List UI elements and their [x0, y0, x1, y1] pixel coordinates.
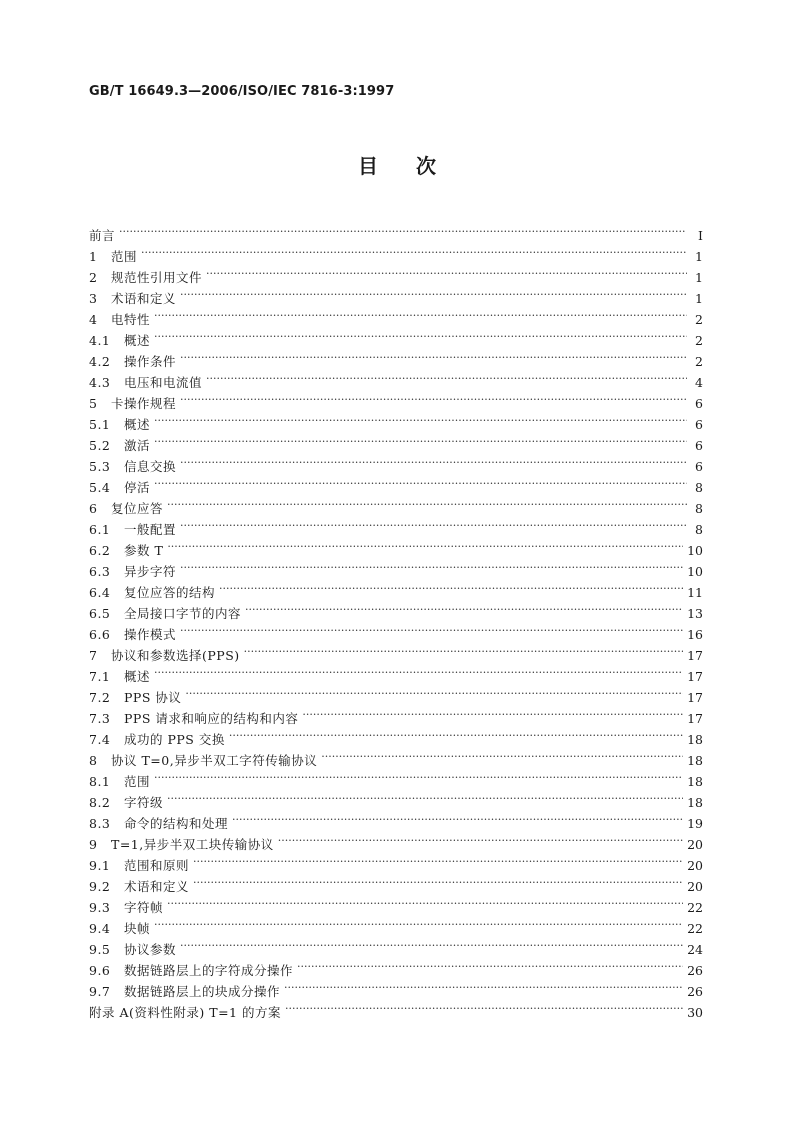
toc-entry-number: 9.4	[89, 921, 111, 936]
toc-entry-page-number: 20	[687, 879, 703, 894]
toc-entry-title: 信息交换	[124, 459, 177, 474]
toc-entry-title: 概述	[124, 669, 151, 684]
toc-entry-page-number: 20	[687, 858, 703, 873]
toc-entry-number: 7.4	[89, 732, 111, 747]
toc-dot-leader	[297, 954, 683, 975]
toc-entry-title: 范围和原则	[124, 858, 190, 873]
toc-dot-leader	[185, 681, 683, 702]
toc-entry-number: 7	[89, 648, 98, 663]
toc-entry[interactable]	[89, 471, 703, 495]
toc-entry-number: 9.7	[89, 984, 111, 999]
toc-entry[interactable]	[89, 954, 703, 978]
toc-dot-leader	[154, 408, 687, 429]
toc-entry-number: 8.1	[89, 774, 111, 789]
toc-dot-leader	[180, 387, 687, 408]
toc-entry-page-number: 16	[687, 627, 703, 642]
toc-entry-number: 2	[89, 270, 98, 285]
toc-entry-number: 5.2	[89, 438, 111, 453]
toc-entry-number: 6.2	[89, 543, 111, 558]
toc-dot-leader	[154, 765, 683, 786]
toc-entry-page-number: 13	[687, 606, 703, 621]
toc-entry-number: 5.4	[89, 480, 111, 495]
toc-dot-leader	[206, 366, 687, 387]
toc-entry-title: 规范性引用文件	[111, 270, 203, 285]
toc-entry-title: 字符级	[124, 795, 164, 810]
toc-entry-title: 命令的结构和处理	[124, 816, 229, 831]
toc-dot-leader	[154, 303, 687, 324]
toc-entry-title: 附录 A(资料性附录) T=1 的方案	[89, 1005, 281, 1020]
toc-entry-number: 4.1	[89, 333, 111, 348]
toc-entry-page-number: 2	[695, 312, 703, 327]
toc-entry-page-number: 8	[695, 480, 703, 495]
toc-entry[interactable]	[89, 450, 703, 474]
toc-entry-page-number: 1	[695, 249, 703, 264]
toc-entry-title: 一般配置	[124, 522, 177, 537]
toc-entry-title: 操作模式	[124, 627, 177, 642]
toc-entry-number: 4	[89, 312, 98, 327]
toc-entry-title: T=1,异步半双工块传输协议	[111, 837, 274, 852]
toc-dot-leader	[167, 492, 687, 513]
toc-entry[interactable]	[89, 807, 703, 831]
toc-entry-title: 激活	[124, 438, 151, 453]
toc-dot-leader	[167, 534, 683, 555]
toc-dot-leader	[180, 282, 687, 303]
toc-dot-leader	[180, 450, 687, 471]
toc-dot-leader	[154, 429, 687, 450]
toc-entry-number: 6.5	[89, 606, 111, 621]
toc-entry-number: 8	[89, 753, 98, 768]
toc-entry-number: 4.3	[89, 375, 111, 390]
toc-dot-leader	[321, 744, 683, 765]
toc-dot-leader	[180, 618, 683, 639]
toc-entry-number: 6.6	[89, 627, 111, 642]
toc-entry[interactable]	[89, 387, 703, 411]
toc-entry-page-number: 6	[695, 459, 703, 474]
toc-entry-number: 9.3	[89, 900, 111, 915]
toc-entry-number: 7.1	[89, 669, 111, 684]
toc-entry-title: 电压和电流值	[124, 375, 203, 390]
toc-entry[interactable]	[89, 891, 703, 915]
toc-entry-title: 概述	[124, 333, 151, 348]
toc-entry-page-number: 18	[687, 753, 703, 768]
toc-entry[interactable]	[89, 681, 703, 705]
toc-dot-leader	[229, 723, 683, 744]
toc-entry-page-number: 26	[687, 963, 703, 978]
toc-dot-leader	[167, 891, 683, 912]
toc-entry-number: 5.1	[89, 417, 111, 432]
toc-entry-title: 操作条件	[124, 354, 177, 369]
toc-entry-page-number: 2	[695, 333, 703, 348]
toc-entry-number: 9.1	[89, 858, 111, 873]
toc-entry[interactable]	[89, 261, 703, 285]
toc-entry-title: 术语和定义	[111, 291, 177, 306]
toc-entry-title: PPS 协议	[124, 690, 182, 705]
toc-entry[interactable]	[89, 765, 703, 789]
toc-entry-page-number: 22	[687, 900, 703, 915]
toc-dot-leader	[302, 702, 683, 723]
toc-dot-leader	[180, 555, 683, 576]
toc-entry-page-number: 6	[695, 417, 703, 432]
toc-entry-page-number: 17	[687, 690, 703, 705]
toc-dot-leader	[180, 513, 687, 534]
toc-entry-number: 5.3	[89, 459, 111, 474]
toc-entry-title: PPS 请求和响应的结构和内容	[124, 711, 299, 726]
toc-dot-leader	[206, 261, 687, 282]
toc-entry-page-number: 10	[687, 564, 703, 579]
toc-entry-title: 块帧	[124, 921, 151, 936]
toc-entry-page-number: 1	[695, 291, 703, 306]
toc-entry-number: 6.1	[89, 522, 111, 537]
toc-entry[interactable]	[89, 408, 703, 432]
toc-entry-page-number: 18	[687, 774, 703, 789]
toc-entry-number: 6	[89, 501, 98, 516]
toc-entry-number: 8.2	[89, 795, 111, 810]
toc-entry[interactable]	[89, 282, 703, 306]
toc-entry[interactable]	[89, 555, 703, 579]
toc-entry-number: 9	[89, 837, 98, 852]
toc-entry-title: 复位应答的结构	[124, 585, 216, 600]
toc-entry-title: 电特性	[111, 312, 151, 327]
toc-entry-page-number: I	[698, 228, 703, 243]
toc-entry[interactable]	[89, 786, 703, 810]
toc-dot-leader	[193, 849, 683, 870]
toc-entry[interactable]	[89, 240, 703, 264]
toc-dot-leader	[219, 576, 683, 597]
toc-entry-number: 7.2	[89, 690, 111, 705]
toc-entry-title: 复位应答	[111, 501, 164, 516]
toc-dot-leader	[284, 975, 683, 996]
toc-entry-page-number: 26	[687, 984, 703, 999]
toc-entry-page-number: 6	[695, 396, 703, 411]
table-of-contents	[89, 219, 703, 1020]
toc-entry-page-number: 17	[687, 711, 703, 726]
toc-entry-number: 6.3	[89, 564, 111, 579]
toc-entry-number: 4.2	[89, 354, 111, 369]
toc-entry[interactable]	[89, 534, 703, 558]
toc-entry-title: 字符帧	[124, 900, 164, 915]
toc-dot-leader	[119, 219, 687, 240]
toc-entry[interactable]	[89, 912, 703, 936]
toc-entry-title: 数据链路层上的字符成分操作	[124, 963, 294, 978]
toc-entry-title: 全局接口字节的内容	[124, 606, 242, 621]
toc-entry-page-number: 17	[687, 669, 703, 684]
toc-entry-page-number: 1	[695, 270, 703, 285]
toc-entry-title: 范围	[111, 249, 138, 264]
toc-dot-leader	[180, 933, 683, 954]
toc-entry-title: 范围	[124, 774, 151, 789]
toc-entry-title: 协议和参数选择(PPS)	[111, 648, 240, 663]
toc-entry[interactable]	[89, 618, 703, 642]
toc-entry-page-number: 18	[687, 795, 703, 810]
toc-entry-page-number: 24	[687, 942, 703, 957]
toc-entry[interactable]	[89, 492, 703, 516]
toc-entry-number: 9.6	[89, 963, 111, 978]
toc-dot-leader	[232, 807, 683, 828]
toc-entry-page-number: 17	[687, 648, 703, 663]
toc-entry-page-number: 10	[687, 543, 703, 558]
toc-entry-title: 停活	[124, 480, 151, 495]
toc-entry-page-number: 6	[695, 438, 703, 453]
toc-dot-leader	[244, 639, 683, 660]
toc-entry-title: 异步字符	[124, 564, 177, 579]
toc-entry-page-number: 8	[695, 501, 703, 516]
toc-entry[interactable]	[89, 303, 703, 327]
toc-entry[interactable]	[89, 366, 703, 390]
toc-entry-title: 数据链路层上的块成分操作	[124, 984, 281, 999]
toc-dot-leader	[167, 786, 683, 807]
toc-entry-page-number: 30	[687, 1005, 703, 1020]
toc-entry[interactable]	[89, 324, 703, 348]
toc-entry-number: 9.5	[89, 942, 111, 957]
toc-entry-page-number: 19	[687, 816, 703, 831]
toc-dot-leader	[141, 240, 687, 261]
toc-entry-page-number: 20	[687, 837, 703, 852]
toc-entry[interactable]	[89, 513, 703, 537]
toc-dot-leader	[278, 828, 683, 849]
toc-entry-title: 协议 T=0,异步半双工字符传输协议	[111, 753, 318, 768]
toc-entry-number: 6.4	[89, 585, 111, 600]
toc-entry-title: 协议参数	[124, 942, 177, 957]
toc-dot-leader	[154, 324, 687, 345]
toc-entry[interactable]	[89, 660, 703, 684]
toc-entry-page-number: 22	[687, 921, 703, 936]
toc-entry-title: 成功的 PPS 交换	[124, 732, 225, 747]
toc-entry[interactable]	[89, 576, 703, 600]
toc-entry[interactable]	[89, 219, 703, 243]
toc-entry-number: 5	[89, 396, 98, 411]
toc-entry-number: 1	[89, 249, 98, 264]
toc-dot-leader	[193, 870, 683, 891]
toc-dot-leader	[154, 660, 683, 681]
toc-entry[interactable]	[89, 639, 703, 663]
toc-entry[interactable]	[89, 933, 703, 957]
toc-entry-number: 7.3	[89, 711, 111, 726]
toc-entry-title: 参数 T	[124, 543, 164, 558]
toc-entry-page-number: 8	[695, 522, 703, 537]
toc-dot-leader	[180, 345, 687, 366]
toc-dot-leader	[285, 996, 683, 1017]
toc-dot-leader	[245, 597, 683, 618]
toc-dot-leader	[154, 471, 687, 492]
page-title: 目次	[358, 154, 474, 178]
toc-entry-title: 术语和定义	[124, 879, 190, 894]
toc-entry-title: 前言	[89, 228, 116, 243]
standard-code-header: GB/T 16649.3—2006/ISO/IEC 7816-3:1997	[89, 84, 395, 99]
toc-entry-number: 9.2	[89, 879, 111, 894]
toc-entry-page-number: 4	[695, 375, 703, 390]
toc-entry-number: 8.3	[89, 816, 111, 831]
toc-entry-title: 卡操作规程	[111, 396, 177, 411]
toc-entry-title: 概述	[124, 417, 151, 432]
toc-entry-number: 3	[89, 291, 98, 306]
toc-entry[interactable]	[89, 345, 703, 369]
toc-dot-leader	[154, 912, 683, 933]
toc-entry-page-number: 2	[695, 354, 703, 369]
toc-entry-page-number: 11	[687, 585, 703, 600]
toc-entry[interactable]	[89, 429, 703, 453]
toc-entry-page-number: 18	[687, 732, 703, 747]
